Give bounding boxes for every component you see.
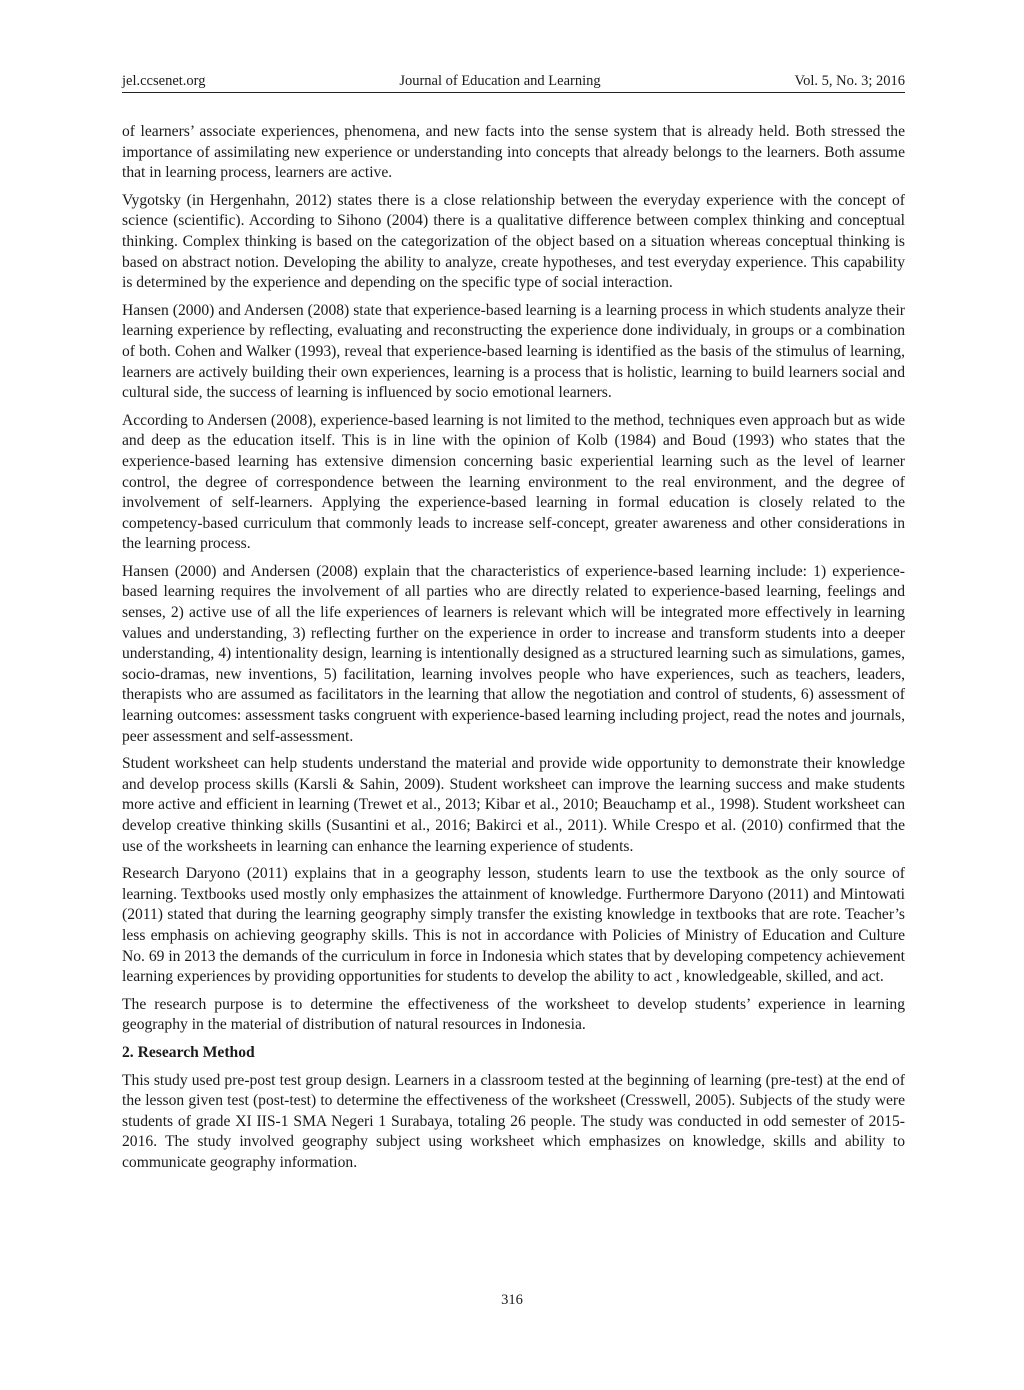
running-header — [122, 68, 905, 93]
journal-url: jel.ccsenet.org — [122, 73, 206, 89]
page-number: 316 — [501, 1292, 523, 1308]
paragraph-6: Student worksheet can help students understand the material and provide wide opportunity to demonstrate their knowledge and develop process skills (Karsli & Sahin, 2009). Student worksheet can improve the learning success and make students more active and efficient in learning (Trewet et al., 2013; Kibar et al., 2010; Beauchamp et al., 1998). Student worksheet can develop creative thinking skills (Susantini et al., 2016; Bakirci et al., 2011). While Crespo et al. (2010) confirmed that the use of the worksheets in learning can enhance the learning experience of students. — [122, 755, 905, 855]
paragraph-7: Research Daryono (2011) explains that in a geography lesson, students learn to use the textbook as the only source of learning. Textbooks used mostly only emphasizes the attainment of knowledge. Furthermore Daryono (2011) and Mintowati (2011) stated that during the learning geography simply transfer the existing knowledge in textbooks that are rote. Teacher’s less emphasis on achieving geography skills. This is not in accordance with Policies of Ministry of Education and Culture No. 69 in 2013 the demands of the curriculum in force in Indonesia which states that by developing competency achievement learning experiences by providing opportunities for students to develop the ability to act , knowledgeable, skilled, and act. — [122, 865, 905, 986]
paragraph-5: Hansen (2000) and Andersen (2008) explain that the characteristics of experience-based learning include: 1) experience-based learning requires the involvement of all parties who are directly related to experience-based learning, feelings and senses, 2) active use of all the life experiences of learners is relevant which will be integrated more effectively in learning values and understanding, 3) reflecting further on the experience in order to increase and transform students into a deeper understanding, 4) intentionality design, learning is intentionally designed as a structured learning such as simulations, games, socio-dramas, new inventions, 5) facilitation, learning involves people who have experiences, such as teachers, leaders, therapists who are assumed as facilitators in the learning that allow the negotiation and control of students, 6) assessment of learning outcomes: assessment tasks congruent with experience-based learning including project, read the notes and journals, peer assessment and self-assessment. — [122, 562, 905, 745]
method-paragraph: This study used pre-post test group design. Learners in a classroom tested at the beginning of learning (pre-test) at the end of the lesson given test (post-test) to determine the effectiveness of the worksheet (Cresswell, 2005). Subjects of the study were students of grade XI IIS-1 SMA Negeri 1 Surabaya, totaling 26 people. The study was conducted in odd semester of 2015-2016. The study involved geography subject using worksheet which emphasizes on knowledge, skills and ability to communicate geography information. — [122, 1071, 905, 1171]
paragraph-1: of learners’ associate experiences, phenomena, and new facts into the sense system that is already held. Both stressed the importance of assimilating new experience or understanding into concepts that already belongs to the learners. Both assume that in learning process, learners are active. — [122, 123, 905, 182]
paragraph-8: The research purpose is to determine the effectiveness of the worksheet to develop students’ experience in learning geography in the material of distribution of natural resources in Indonesia. — [122, 995, 905, 1034]
paragraph-4: According to Andersen (2008), experience-based learning is not limited to the method, techniques even approach but as wide and deep as the education itself. This is in line with the opinion of Kolb (1984) and Boud (1993) who states that the experience-based learning has extensive dimension concerning basic experiential learning such as the level of learner control, the degree of correspondence between the learning environment to the real environment, and the degree of involvement of self-learners. Applying the experience-based learning in formal education is closely related to the competency-based curriculum that commonly leads to increase self-concept, greater awareness and other considerations in the learning process. — [122, 411, 905, 553]
volume-info: Vol. 5, No. 3; 2016 — [794, 73, 905, 89]
paragraph-3: Hansen (2000) and Andersen (2008) state that experience-based learning is a learning process in which students analyze their learning experience by reflecting, evaluating and reconstructing the experience done individualy, in groups or a combination of both. Cohen and Walker (1993), reveal that experience-based learning is identified as the basis of the stimulus of learning, learners are actively building their own experiences, learning is a process that is holistic, learning to build learners social and cultural side, the success of learning is influenced by socio emotional learners. — [122, 301, 905, 402]
journal-name: Journal of Education and Learning — [399, 73, 601, 89]
article-body — [122, 122, 905, 1181]
paragraph-2: Vygotsky (in Hergenhahn, 2012) states there is a close relationship between the everyday experience with the concept of science (scientific). According to Sihono (2004) there is a qualitative difference between complex thinking and conceptual thinking. Complex thinking is based on the categorization of the object based on a situation whereas conceptual thinking is based on abstract notion. Developing the ability to analyze, create hypotheses, and test everyday experience. This capability is determined by the experience and depending on the specific type of social interaction. — [122, 191, 905, 292]
section-heading: 2. Research Method — [122, 1043, 255, 1061]
